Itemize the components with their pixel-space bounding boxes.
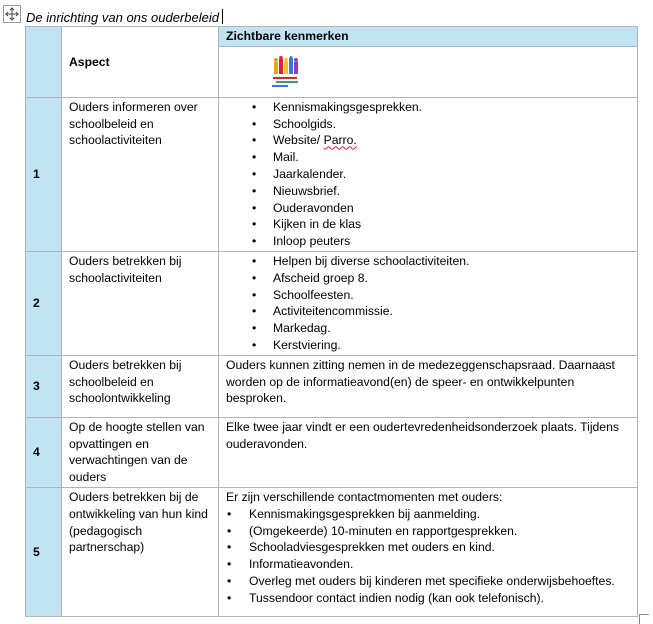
ouderbeleid-table bbox=[25, 26, 638, 617]
list-item: • Kennismakingsgesprekken. bbox=[226, 99, 630, 116]
list-item: • Schooladviesgesprekken met ouders en kind. bbox=[226, 539, 630, 556]
list-item: • Inloop peuters bbox=[226, 233, 630, 250]
aspect-cell[interactable]: Ouders betrekken bij de ontwikkeling van hun kind (pedagogisch partnerschap) bbox=[62, 487, 219, 616]
cell-intro-text: Er zijn verschillende contactmomenten met ouders: bbox=[226, 489, 503, 504]
aspect-cell[interactable]: Ouders betrekken bij schoolactiviteiten bbox=[62, 251, 219, 355]
list-item: • Mail. bbox=[226, 149, 630, 166]
table-row bbox=[26, 97, 638, 251]
logo-cell[interactable] bbox=[219, 46, 638, 97]
list-item: • Helpen bij diverse schoolactiviteiten. bbox=[226, 253, 630, 270]
list-item: • Kijken in de klas bbox=[226, 216, 630, 233]
list-item: • Informatieavonden. bbox=[226, 556, 630, 573]
kenmerken-cell[interactable]: Elke twee jaar vindt er een oudertevredenheidsonderzoek plaats. Tijdens ouderavonden. bbox=[219, 417, 638, 487]
list-item: • (Omgekeerde) 10-minuten en rapportgesprekken. bbox=[226, 523, 630, 540]
list-item: • Kerstviering. bbox=[226, 337, 630, 354]
text-cursor bbox=[222, 9, 223, 24]
list-item: • Ouderavonden bbox=[226, 200, 630, 217]
list-item: • Schoolfeesten. bbox=[226, 287, 630, 304]
list-item: • Overleg met ouders bij kinderen met specifieke onderwijsbehoeftes. bbox=[226, 573, 630, 590]
list-item: • Afscheid groep 8. bbox=[226, 270, 630, 287]
table-move-handle-icon[interactable] bbox=[3, 5, 21, 23]
table-resize-handle[interactable] bbox=[639, 614, 649, 624]
table-row bbox=[26, 355, 638, 417]
table-caption[interactable]: De inrichting van ons ouderbeleid bbox=[26, 9, 223, 25]
list-item: • Schoolgids. bbox=[226, 116, 630, 133]
table-row bbox=[26, 417, 638, 487]
row-number[interactable]: 4 bbox=[26, 417, 62, 487]
school-logo bbox=[271, 56, 303, 92]
list-item: • Activiteitencommissie. bbox=[226, 303, 630, 320]
row-number[interactable]: 3 bbox=[26, 355, 62, 417]
kenmerken-cell[interactable] bbox=[219, 251, 638, 355]
row-number[interactable]: 2 bbox=[26, 251, 62, 355]
header-row bbox=[26, 27, 638, 47]
kenmerken-cell[interactable]: Ouders kunnen zitting nemen in de medezeggenschapsraad. Daarnaast worden op de informatieavond(en) de speer- en ontwikkelpunten besproken. bbox=[219, 355, 638, 417]
aspect-cell[interactable]: Op de hoogte stellen van opvattingen en verwachtingen van de ouders bbox=[62, 417, 219, 487]
kenmerken-cell[interactable] bbox=[219, 97, 638, 251]
header-kenmerken-cell[interactable]: Zichtbare kenmerken bbox=[219, 27, 638, 47]
header-aspect-cell[interactable]: Aspect bbox=[62, 27, 219, 98]
header-number-cell[interactable] bbox=[26, 27, 62, 98]
misspelled-word[interactable]: Parro. bbox=[323, 133, 357, 148]
table-row bbox=[26, 251, 638, 355]
row-number[interactable]: 1 bbox=[26, 97, 62, 251]
list-item: • Nieuwsbrief. bbox=[226, 183, 630, 200]
list-item: • Jaarkalender. bbox=[226, 166, 630, 183]
row-number[interactable]: 5 bbox=[26, 487, 62, 616]
aspect-cell[interactable]: Ouders informeren over schoolbeleid en schoolactiviteiten bbox=[62, 97, 219, 251]
kenmerken-cell[interactable] bbox=[219, 487, 638, 616]
list-item: • Website/ Parro. bbox=[226, 132, 630, 149]
list-item: • Markedag. bbox=[226, 320, 630, 337]
table-row bbox=[26, 487, 638, 616]
list-item: • Tussendoor contact indien nodig (kan ook telefonisch). bbox=[226, 590, 630, 607]
list-item: • Kennismakingsgesprekken bij aanmelding. bbox=[226, 506, 630, 523]
aspect-cell[interactable]: Ouders betrekken bij schoolbeleid en schoolontwikkeling bbox=[62, 355, 219, 417]
